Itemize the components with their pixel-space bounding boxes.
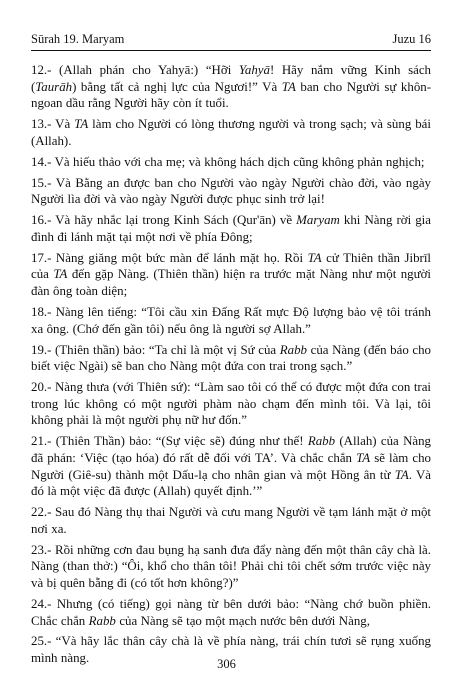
verse-italic-term: Rabb [307, 434, 336, 449]
surah-title: Sūrah 19. Maryam [31, 32, 125, 46]
verse-italic-term: TA [307, 250, 322, 265]
verse-text: 15.- Và Bằng an được ban cho Người vào ngày Người chào đời, vào ngày Người lìa đời và vào ngày Người được phục sinh trở lại! [31, 175, 431, 207]
page-number: 306 [217, 657, 236, 671]
running-header [31, 30, 431, 48]
verse-text: cử Thiên thần Jibrīl của [31, 250, 431, 282]
verse-text: 19.- (Thiên thần) bảo: “Ta chỉ là một vị Sứ của [31, 342, 280, 357]
verse-text: của Nàng (đến báo cho biết việc Ngài) sẽ ban cho Nàng một đứa con trai trong sạch.” [31, 342, 431, 374]
verse-text: ban cho Người sự khôn-ngoan dầu rằng Người hãy còn ít tuổi. [31, 79, 431, 111]
verse-italic-term: Yahyā [238, 63, 270, 77]
verse-paragraph [31, 379, 431, 429]
verse-italic-term: Maryam [296, 213, 340, 228]
verse-text: ! Hãy nắm vững Kinh sách ( [31, 63, 431, 94]
verse-paragraph [31, 342, 431, 375]
verse-italic-term: TA [394, 467, 409, 482]
verse-paragraph [31, 433, 431, 499]
verse-text: đến gặp Nàng. (Thiên thần) hiện ra trước mặt Nàng như một người đàn ông toàn diện; [31, 267, 432, 299]
verse-text: 16.- Và hãy nhắc lại trong Kinh Sách (Qur'ān) về [31, 213, 297, 228]
verse-list [31, 62, 431, 671]
verse-paragraph [31, 116, 431, 149]
verse-text: sẽ làm cho Người (Giê-su) thành một Dấu-lạ cho nhân gian và một Hồng ân từ [31, 450, 431, 482]
verse-text: khi Nàng rời gia đình đi lánh mặt tại một nơi về phía Đông; [31, 213, 431, 244]
verse-text: ) bằng tất cả nghị lực của Ngươi!” Và [72, 79, 282, 94]
verse-text: (Allah) của Nàng đã phán: ‘Việc (tạo hóa) đó rất dễ đối với TA’. Và chắc chắn [31, 434, 431, 465]
verse-paragraph [31, 175, 431, 208]
verse-paragraph [31, 304, 431, 337]
verse-italic-term: TA [356, 450, 371, 465]
verse-paragraph [31, 504, 431, 537]
verse-text: 21.- (Thiên Thần) bảo: “(Sự việc sẽ) đúng như thế! [31, 434, 308, 449]
verse-italic-term: Rabb [88, 613, 116, 628]
verse-italic-term: Taurāh [35, 79, 73, 94]
verse-text: 22.- Sau đó Nàng thụ thai Người và cưu mang Người về tạm lánh mặt ở một nơi xa. [31, 505, 431, 536]
verse-italic-term: TA [281, 79, 296, 94]
verse-italic-term: TA [74, 117, 89, 132]
juzu-label: Juzu 16 [392, 32, 431, 46]
verse-text: 24.- Nhưng (có tiếng) gọi nàng từ bên dưới bảo: “Nàng chớ buồn phiền. Chắc chắn [31, 596, 431, 628]
verse-text: 23.- Rồi những cơn đau bụng hạ sanh đưa đẩy nàng đến một thân cây chà là. Nàng (than thở:) “Ôi, khổ cho thân tôi! Phải chi tôi chết sớm trước việc này và bị quên bẵng đi (có tốt hơn không?)” [31, 542, 431, 590]
verse-text: 20.- Nàng thưa (với Thiên sứ): “Làm sao tôi có thể có được một đứa con trai trong lúc không có một người phàm nào chạm đến mình tôi. Và lại, tôi không phải là một người phụ nữ hư đốn.” [31, 380, 431, 428]
verse-paragraph [31, 596, 431, 629]
verse-italic-term: TA [53, 267, 68, 282]
verse-text: 25.- “Và hãy lắc thân cây chà là về phía nàng, trái chín tươi sẽ rụng xuống mình nàng. [31, 634, 431, 666]
verse-paragraph [31, 250, 431, 300]
verse-text: làm cho Người có lòng thương người và trong sạch; và sùng bái (Allah). [31, 117, 431, 148]
verse-italic-term: Rabb [279, 342, 307, 357]
verse-text: của Nàng sẽ tạo một mạch nước bên dưới Nàng, [115, 613, 370, 628]
verse-paragraph [31, 62, 431, 112]
verse-text: 12.- (Allah phán cho Yahyā:) “Hỡi [31, 63, 239, 77]
verse-text: 13.- Và [31, 117, 75, 132]
verse-paragraph [31, 154, 431, 171]
verse-paragraph [31, 542, 431, 592]
verse-text: 14.- Và hiếu thảo với cha mẹ; và không hách dịch cũng không phản nghịch; [31, 154, 425, 169]
verse-text: 18.- Nàng lên tiếng: “Tôi cầu xin Đấng Rất mực Độ lượng bảo vệ tôi tránh xa ông. (Chớ đến gần tôi) nếu ông là người sợ Allah.” [31, 305, 431, 336]
header-divider [31, 50, 431, 51]
verse-text: . Và đó là một việc đã được (Allah) quyết định.’” [31, 467, 431, 499]
verse-paragraph [31, 212, 431, 245]
verse-text: 17.- Nàng giăng một bức màn để lánh mặt họ. Rồi [31, 250, 308, 265]
